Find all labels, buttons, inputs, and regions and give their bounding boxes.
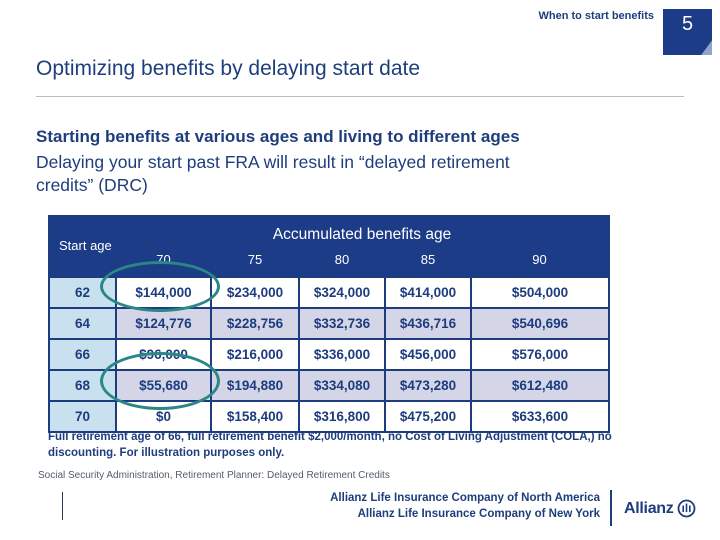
table-cell: $55,680 — [116, 370, 211, 401]
section-label: When to start benefits — [538, 10, 654, 22]
company-line2: Allianz Life Insurance Company of New York — [357, 507, 600, 520]
footnote-line2: discounting. For illustration purposes only. — [48, 447, 285, 460]
allianz-logo — [624, 499, 696, 518]
source-citation: Social Security Administration, Retirement Planner: Delayed Retirement Credits — [38, 470, 390, 481]
table-cell: $633,600 — [471, 401, 609, 432]
table-cell: $194,880 — [211, 370, 299, 401]
table-cell: $504,000 — [471, 277, 609, 308]
row-age: 66 — [49, 339, 116, 370]
company-line1: Allianz Life Insurance Company of North America — [330, 492, 600, 504]
body-paragraph — [36, 151, 510, 198]
body-paragraph-line1: Delaying your start past FRA will result in “delayed retirement — [36, 152, 510, 172]
table-cell: $124,776 — [116, 308, 211, 339]
table-cell: $336,000 — [299, 339, 385, 370]
page-number: 5 — [681, 13, 694, 35]
table-cell: $144,000 — [116, 277, 211, 308]
table-cell: $158,400 — [211, 401, 299, 432]
body-heading: Starting benefits at various ages and living to different ages — [36, 127, 520, 146]
table-cell: $456,000 — [385, 339, 471, 370]
row-age: 68 — [49, 370, 116, 401]
footnote — [48, 429, 612, 461]
company-names — [330, 491, 600, 522]
title-divider — [36, 96, 684, 97]
footer-divider — [610, 490, 612, 526]
footer-left-divider — [62, 492, 63, 520]
highlight-ellipse-144000 — [100, 261, 220, 312]
table-cell: $576,000 — [471, 339, 609, 370]
table-cell: $0 — [116, 401, 211, 432]
column-header-75: 75 — [211, 245, 299, 277]
table-cell: $216,000 — [211, 339, 299, 370]
footnote-line1: Full retirement age of 66, full retirement benefit $2,000/month, no Cost of Living Adjustment (COLA,) no — [48, 431, 612, 443]
row-age: 64 — [49, 308, 116, 339]
allianz-eagle-icon — [677, 499, 696, 518]
table-cell: $332,736 — [299, 308, 385, 339]
table-cell: $436,716 — [385, 308, 471, 339]
table-cell: $96,000 — [116, 339, 211, 370]
table-cell: $473,280 — [385, 370, 471, 401]
table-cell: $540,696 — [471, 308, 609, 339]
page-number-box — [663, 9, 712, 55]
table-cell: $612,480 — [471, 370, 609, 401]
row-age: 70 — [49, 401, 116, 432]
slide-title: Optimizing benefits by delaying start date — [36, 57, 421, 80]
highlight-ellipse-55680 — [100, 352, 220, 410]
table-cell: $334,080 — [299, 370, 385, 401]
table-cell: $234,000 — [211, 277, 299, 308]
table-cell: $228,756 — [211, 308, 299, 339]
table-cell: $324,000 — [299, 277, 385, 308]
table-cell: $316,800 — [299, 401, 385, 432]
body-paragraph-line2: credits” (DRC) — [36, 175, 148, 196]
table-cell: $475,200 — [385, 401, 471, 432]
allianz-logo-text: Allianz — [624, 499, 674, 517]
table-corner-header: Start age — [49, 216, 116, 277]
column-header-80: 80 — [299, 245, 385, 277]
column-header-70: 70 — [116, 245, 211, 277]
column-header-90: 90 — [471, 245, 609, 277]
row-age: 62 — [49, 277, 116, 308]
table-row — [49, 308, 609, 339]
column-header-85: 85 — [385, 245, 471, 277]
table-group-header: Accumulated benefits age — [116, 216, 609, 245]
table-cell: $414,000 — [385, 277, 471, 308]
